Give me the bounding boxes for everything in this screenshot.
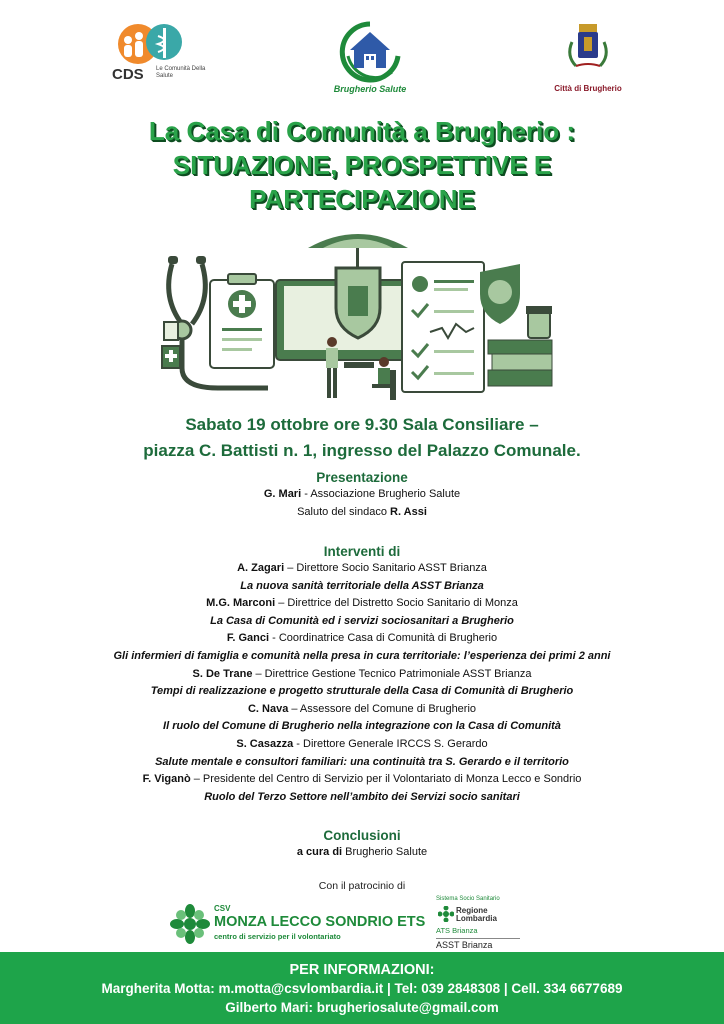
cds-abbr: CDS: [112, 66, 144, 83]
csv-pre-label: CSV: [214, 904, 231, 913]
speaker-role: - Associazione Brugherio Salute: [301, 488, 461, 500]
title-line-3: PARTECIPAZIONE: [249, 184, 475, 214]
talk-topic: Tempi di realizzazione e progetto strutturale della Casa di Comunità di Brugherio: [150, 685, 574, 698]
conclusioni-line: [0, 844, 724, 862]
presentazione-speaker: [0, 486, 724, 504]
regione-rose-icon: [438, 906, 454, 922]
ats-label: ATS Brianza: [436, 926, 478, 935]
asst-label: ASST Brianza: [436, 938, 520, 950]
speaker-role: - Direttore Generale IRCCS S. Gerardo: [293, 737, 488, 750]
talk-topic: Gli infermieri di famiglia e comunità nella presa in cura territoriale: l’esperienza dei primi 2 anni: [113, 649, 611, 662]
event-info: [0, 412, 724, 464]
speaker-name: G. Mari: [263, 488, 302, 500]
speaker-role: – Direttrice Gestione Tecnico Patrimoniale ASST Brianza: [252, 667, 532, 680]
conclusioni-heading: Conclusioni: [323, 828, 401, 843]
citta-logo: [548, 22, 628, 94]
regione-name: [456, 907, 497, 923]
saluto-text: Saluto del sindaco: [297, 505, 391, 518]
speaker-name: C. Nava: [247, 702, 289, 715]
speaker-role: – Direttore Socio Sanitario ASST Brianza: [284, 562, 487, 574]
regione-name-2: Lombardia: [456, 914, 497, 923]
pill-bottle-icon: [526, 306, 552, 338]
presentazione-section: [0, 470, 724, 521]
event-date-line: Sabato 19 ottobre ore 9.30 Sala Consiliare –: [185, 415, 539, 434]
cds-emblem-icon: [112, 22, 202, 66]
regione-system-label: Sistema Socio Sanitario: [436, 896, 500, 902]
page-title: [0, 114, 724, 216]
csv-flower-icon: [170, 904, 210, 944]
talk-topic: Ruolo del Terzo Settore nell’ambito dei Servizi socio sanitari: [204, 790, 520, 803]
cds-subtitle: Le Comunità Della Salute: [156, 66, 206, 79]
healthcare-illustration: [158, 228, 566, 408]
speaker-name: F. Ganci: [226, 632, 270, 645]
logo-header: [0, 18, 724, 98]
speaker-name: F. Viganò: [142, 773, 191, 786]
speaker-line: [0, 701, 724, 719]
speaker-role: – Assessore del Comune di Brugherio: [288, 702, 477, 715]
brugherio-salute-logo: [330, 20, 410, 98]
shield-icon: [480, 264, 520, 324]
speaker-line: [0, 630, 724, 648]
citta-label: Città di Brugherio: [554, 84, 622, 93]
footer-contact-2: Gilberto Mari: brugheriosalute@gmail.com: [225, 1000, 499, 1015]
house-heart-icon: [330, 20, 410, 84]
interventi-list: [0, 560, 724, 806]
coat-of-arms-icon: [548, 22, 628, 82]
speaker-line: [0, 736, 724, 754]
talk-topic: La Casa di Comunità ed i servizi sociosanitari a Brugherio: [210, 614, 514, 627]
talk-topic: La nuova sanità territoriale della ASST Brianza: [240, 579, 484, 592]
interventi-section: [0, 544, 724, 806]
title-line-2: SITUAZIONE, PROSPETTIVE E: [172, 150, 552, 180]
brugherio-salute-label: Brugherio Salute: [333, 84, 407, 94]
footer-contact-1: Margherita Motta: m.motta@csvlombardia.it | Tel: 039 2848308 | Cell. 334 6677689: [101, 981, 623, 996]
speaker-line: [0, 771, 724, 789]
clipboard-icon: [210, 274, 274, 368]
conclusioni-prefix: a cura di: [296, 846, 343, 858]
talk-topic: Salute mentale e consultori familiari: una continuità tra S. Gerardo e il territorio: [155, 755, 569, 768]
event-place-line: piazza C. Battisti n. 1, ingresso del Palazzo Comunale.: [143, 441, 581, 460]
speaker-line: [0, 666, 724, 684]
speaker-name: S. De Trane: [192, 667, 253, 680]
speaker-role: - Coordinatrice Casa di Comunità di Brugherio: [269, 632, 498, 645]
medicine-box-icon: [162, 346, 180, 368]
interventi-heading: Interventi di: [323, 544, 401, 559]
speaker-role: – Presidente del Centro di Servizio per il Volontariato di Monza Lecco e Sondrio: [190, 773, 582, 786]
info-footer: [0, 952, 724, 1024]
presentazione-heading: Presentazione: [316, 470, 408, 485]
csv-name: MONZA LECCO SONDRIO ETS: [214, 914, 426, 930]
speaker-name: A. Zagari: [237, 562, 285, 574]
speaker-name: M.G. Marconi: [206, 597, 276, 610]
csv-subtitle: centro di servizio per il volontariato: [214, 932, 341, 941]
regione-name-1: Regione: [456, 906, 488, 915]
saluto-line: [0, 504, 724, 522]
saluto-name: R. Assi: [390, 505, 427, 518]
footer-heading: PER INFORMAZIONI:: [289, 962, 435, 978]
conclusioni-section: [0, 828, 724, 862]
checklist-icon: [402, 262, 484, 392]
csv-logo: [170, 902, 430, 946]
speaker-name: S. Casazza: [236, 737, 294, 750]
title-line-1: La Casa di Comunità a Brugherio :: [148, 116, 576, 146]
regione-logo: [436, 896, 526, 950]
conclusioni-text: Brugherio Salute: [342, 846, 428, 858]
books-icon: [488, 340, 552, 386]
cds-logo: [112, 22, 206, 92]
speaker-line: [0, 560, 724, 578]
speaker-role: – Direttrice del Distretto Socio Sanitario di Monza: [275, 597, 518, 610]
patrocinio-label: Con il patrocinio di: [318, 880, 406, 892]
speaker-line: [0, 595, 724, 613]
talk-topic: Il ruolo del Comune di Brugherio nella integrazione con la Casa di Comunità: [163, 720, 561, 733]
